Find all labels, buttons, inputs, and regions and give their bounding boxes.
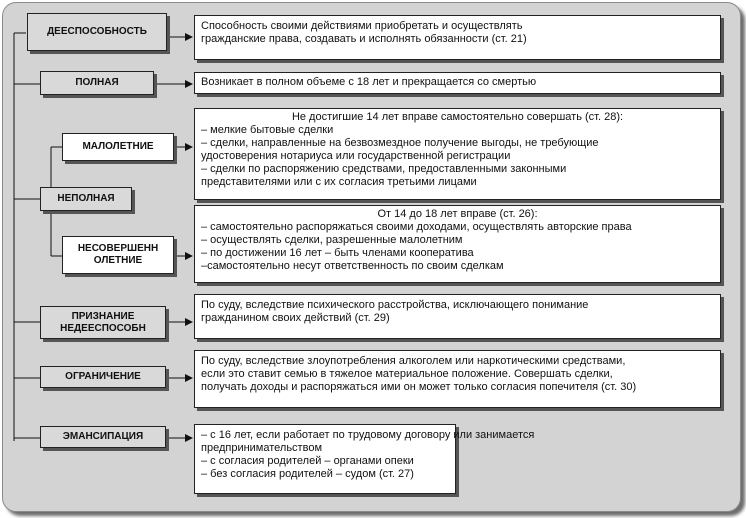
label-restriction: ОГРАНИЧЕНИЕ bbox=[40, 366, 166, 388]
label-juveniles: НЕСОВЕРШЕНН ОЛЕТНИЕ bbox=[62, 236, 174, 274]
label-emancipation: ЭМАНСИПАЦИЯ bbox=[40, 426, 166, 448]
label-capacity: ДЕЕСПОСОБНОСТЬ bbox=[27, 13, 167, 51]
label-partial: НЕПОЛНАЯ bbox=[40, 187, 132, 211]
box-full: Возникает в полном объеме с 18 лет и прекращается со смертью bbox=[194, 72, 721, 94]
box-minors: Не достигшие 14 лет вправе самостоятельно совершать (ст. 28): – мелкие бытовые сделки – сделки, направленные на безвозмездное получение выгоды, не требующие удостоверения нотариуса или государственной регистрации – сделки по распоряжению средствами, предоставленными законными представителями или с их согласия третьими лицами bbox=[194, 108, 721, 200]
box-juveniles: От 14 до 18 лет вправе (ст. 26): – самостоятельно распоряжаться своими доходами, осуществлять авторские права – осуществлять сделки, разрешенные малолетним – по достижении 16 лет – быть членами кооператива –самостоятельно несут ответственность по своим сделкам bbox=[194, 205, 721, 283]
box-emancipation: – с 16 лет, если работает по трудовому договору или занимается предпринимательством – с согласия родителей – органами опеки – без согласия родителей – судом (ст. 27) bbox=[194, 424, 456, 494]
box-incapacity: По суду, вследствие психического расстройства, исключающего понимание гражданином своих действий (ст. 29) bbox=[194, 294, 721, 339]
box-restriction: По суду, вследствие злоупотребления алкоголем или наркотическими средствами, если это ставит семью в тяжелое материальное положение. Совершать сделки, получать доходы и распоряжаться ими он может только согласия попечителя (ст. 30) bbox=[194, 350, 721, 408]
label-full: ПОЛНАЯ bbox=[40, 71, 154, 95]
box-capacity: Способность своими действиями приобретать и осуществлять гражданские права, создавать и исполнять обязанности (ст. 21) bbox=[194, 15, 721, 60]
label-minors: МАЛОЛЕТНИЕ bbox=[62, 133, 174, 161]
label-incapacity: ПРИЗНАНИЕ НЕДЕЕСПОСОБН bbox=[40, 306, 166, 339]
